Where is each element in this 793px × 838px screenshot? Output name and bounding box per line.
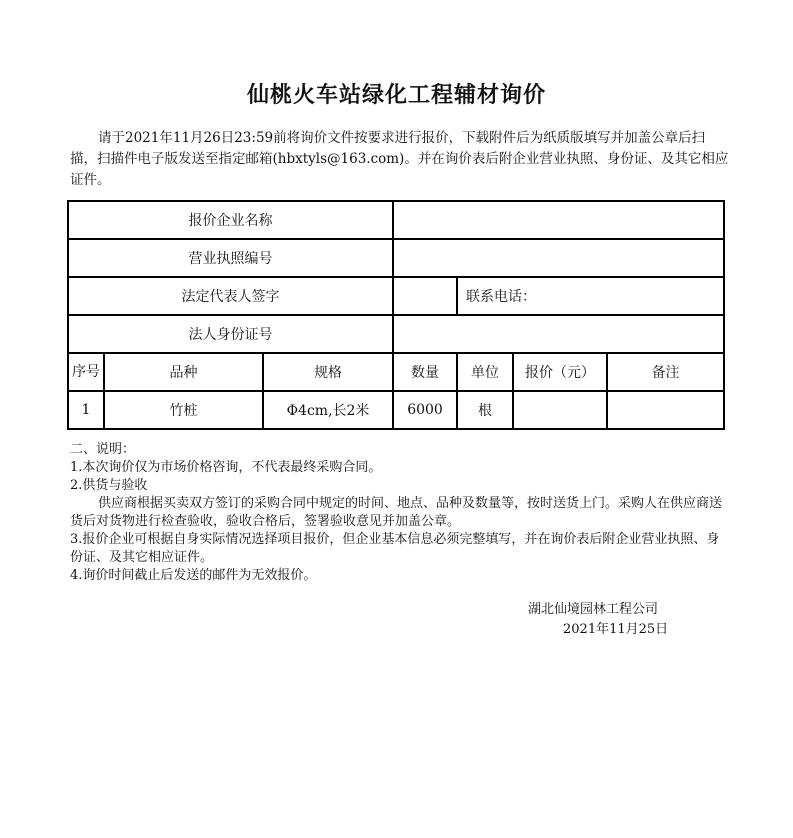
phone-field[interactable] (457, 277, 724, 315)
license-number-field[interactable] (393, 239, 724, 277)
note-item-3: 3.报价企业可根据自身实际情况选择项目报价，但企业基本信息必须完整填写，并在询价表后附企业营业执照、身份证、及其它相应证件。 (70, 532, 720, 565)
legal-rep-row (68, 277, 724, 315)
legal-rep-label: 法定代表人签字 (68, 277, 393, 315)
header-seq: 序号 (68, 353, 104, 391)
phone-label: 联系电话： (466, 289, 537, 305)
cell-price[interactable] (513, 391, 607, 429)
company-name-label: 报价企业名称 (68, 201, 393, 239)
id-number-row (68, 315, 724, 353)
notes-section (70, 441, 730, 585)
page-title: 仙桃火车站绿化工程辅材询价 (246, 83, 546, 108)
table-row (68, 391, 724, 429)
items-header-row (68, 353, 724, 391)
legal-rep-signature-field[interactable] (393, 277, 457, 315)
company-name-field[interactable] (393, 201, 724, 239)
signature-company: 湖北仙境园林工程公司 (528, 602, 659, 617)
note-item-4: 4.询价时间截止后发送的邮件为无效报价。 (70, 568, 317, 583)
header-variety: 品种 (104, 353, 263, 391)
id-number-field[interactable] (393, 315, 724, 353)
inquiry-table (67, 200, 725, 430)
header-price: 报价（元） (513, 353, 607, 391)
header-unit: 单位 (457, 353, 513, 391)
signature-date: 2021年11月25日 (563, 622, 669, 637)
license-number-label: 营业执照编号 (68, 239, 393, 277)
note-item-1: 1.本次询价仅为市场价格咨询，不代表最终采购合同。 (70, 460, 382, 475)
note-item-2-body: 供应商根据买卖双方签订的采购合同中规定的时间、地点、品种及数量等，按时送货上门。采购人在供应商送货后对货物进行检查验收，验收合格后，签署验收意见并加盖公章。 (70, 496, 723, 529)
cell-seq: 1 (68, 391, 104, 429)
header-spec: 规格 (263, 353, 393, 391)
license-number-row (68, 239, 724, 277)
id-number-label: 法人身份证号 (68, 315, 393, 353)
cell-spec: Φ4cm,长2米 (263, 391, 393, 429)
header-remark: 备注 (607, 353, 724, 391)
intro-paragraph: 请于2021年11月26日23:59前将询价文件按要求进行报价，下载附件后为纸质版填写并加盖公章后扫描，扫描件电子版发送至指定邮箱(hbxtyls@163.com)。并在询价表后附企业营业执照、身份证、及其它相应证件。 (70, 130, 729, 188)
cell-variety: 竹桩 (104, 391, 263, 429)
company-name-row (68, 201, 724, 239)
header-quantity: 数量 (393, 353, 457, 391)
cell-unit: 根 (457, 391, 513, 429)
cell-quantity: 6000 (393, 391, 457, 429)
cell-remark[interactable] (607, 391, 724, 429)
notes-heading: 二、说明： (70, 442, 136, 457)
note-item-2-title: 2.供货与验收 (70, 478, 148, 493)
